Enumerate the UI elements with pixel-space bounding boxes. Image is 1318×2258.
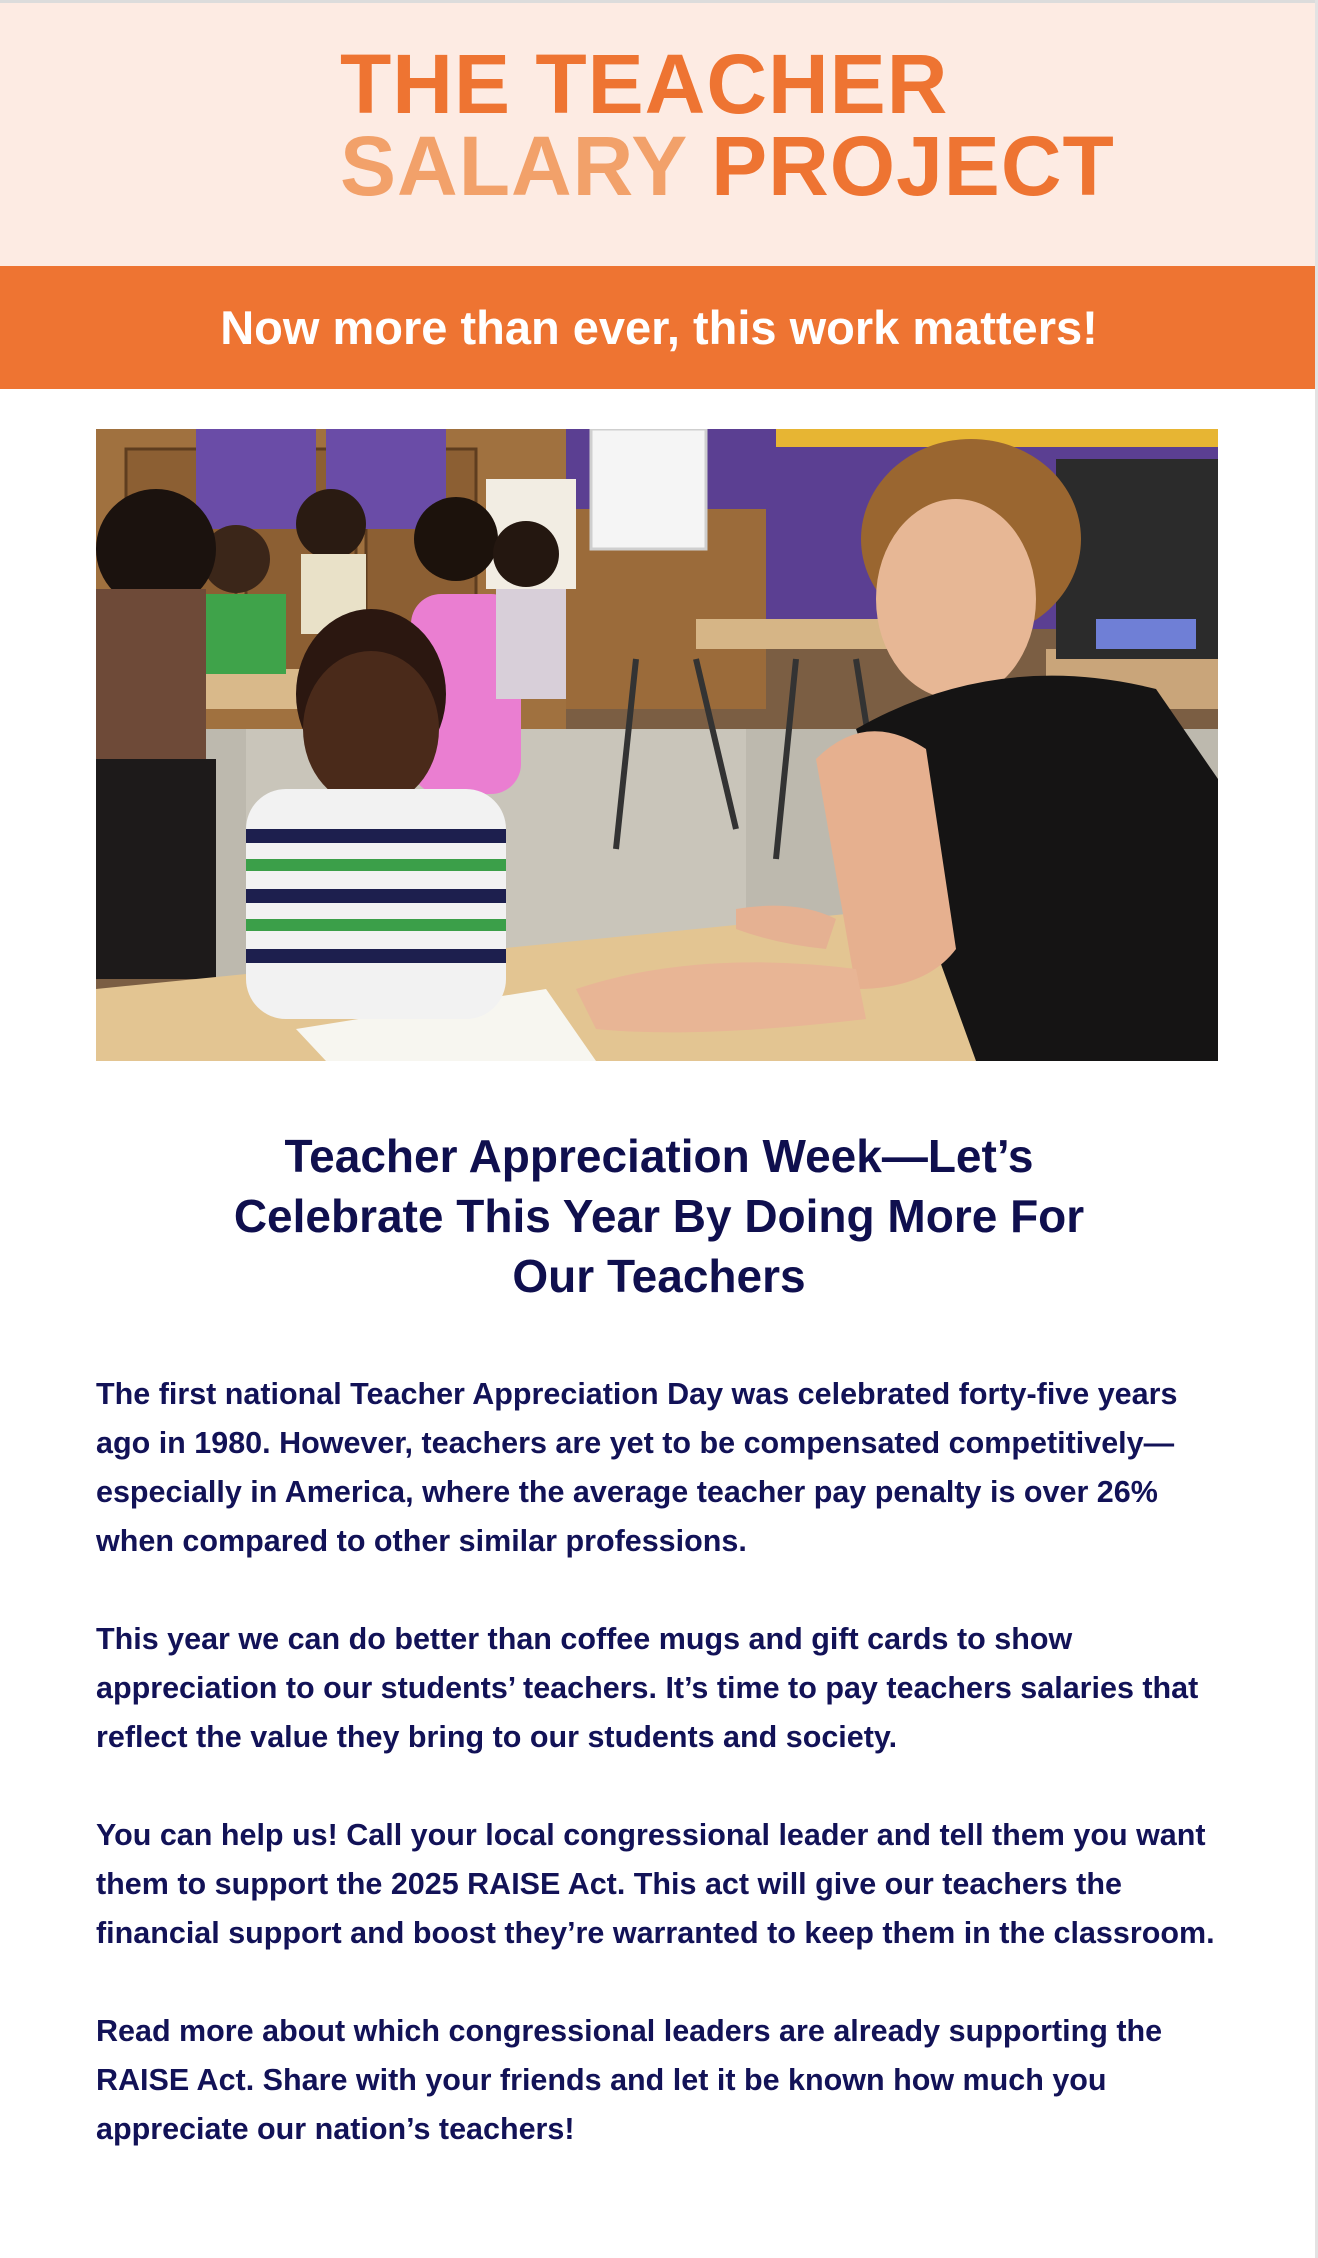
header: [0, 0, 1318, 266]
paragraph-1: The first national Teacher Appreciation Day was celebrated forty-five years ago in 1980. However, teachers are yet to be compensated competitively—especially in America, where the average teacher pay penalty is over 26% when compared to other similar professions.: [96, 1377, 1178, 1558]
logo-word-project: PROJECT: [711, 119, 1115, 213]
classroom-photo: [96, 429, 1218, 1061]
logo-line-1: THE TEACHER: [340, 37, 949, 131]
banner: Now more than ever, this work matters!: [0, 266, 1318, 389]
paragraph-3: You can help us! Call your local congressional leader and tell them you want them to support the 2025 RAISE Act. This act will give our teachers the financial support and boost they’re warranted to keep them in the classroom.: [96, 1818, 1215, 1950]
logo-line-2: [340, 119, 1115, 213]
article-headline: [140, 1126, 1178, 1306]
article-body: [96, 1370, 1226, 2203]
teacher-salary-project-logo[interactable]: [340, 37, 1115, 213]
logo-word-salary: SALARY: [340, 119, 687, 213]
paragraph-2: This year we can do better than coffee mugs and gift cards to show appreciation to our students’ teachers. It’s time to pay teachers salaries that reflect the value they bring to our students and society.: [96, 1622, 1199, 1754]
headline-line-3: Our Teachers: [512, 1250, 806, 1302]
paragraph-4: Read more about which congressional leaders are already supporting the RAISE Act. Share with your friends and let it be known how much you appreciate our nation’s teachers!: [96, 2014, 1163, 2146]
headline-line-1: Teacher Appreciation Week—Let’s: [284, 1130, 1034, 1182]
headline-line-2: Celebrate This Year By Doing More For: [233, 1190, 1085, 1242]
